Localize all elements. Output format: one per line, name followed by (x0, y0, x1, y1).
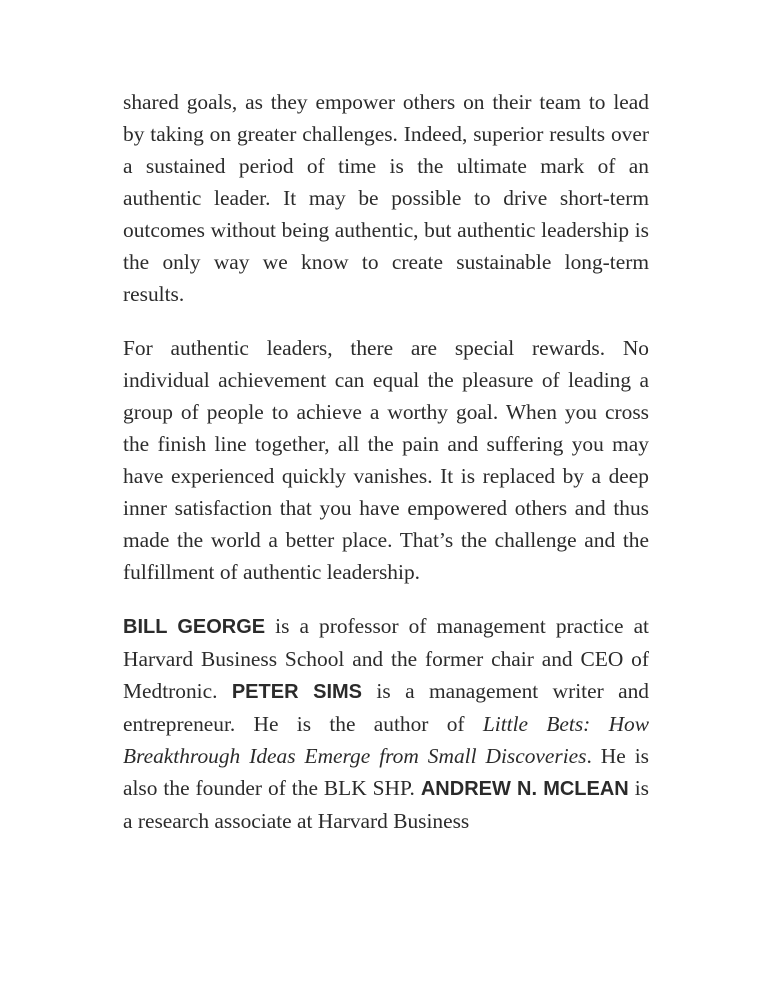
bio-text-4: is a research associate at Harvard Business (123, 776, 650, 833)
bio-text-1: is a professor of management practice at Harvard Business School and the former chair and CEO of Medtronic. (123, 614, 650, 703)
paragraph-special-rewards: For authentic leaders, there are special rewards. No individual achievement can equal the pleasure of leading a group of people to achieve a worthy goal. When you cross the finish line together, all the pain and suffering you may have experienced quickly vanishes. It is replaced by a deep inner satisfaction that you have empowered others and thus made the world a better place. That’s the challenge and the fulfillment of authentic leadership. (123, 336, 649, 584)
paragraph-shared-goals: shared goals, as they empower others on their team to lead by taking on greater challenges. Indeed, superior results over a sustained period of time is the ultimate mark of an authentic leader. It may be possible to drive short-term outcomes without being authentic, but authentic leadership is the only way we know to create sustainable long-term results. (123, 90, 649, 306)
book-title: Little Bets: How Breakthrough Ideas Emerge from Small Discoveries (123, 712, 649, 768)
bio-text-2: is a management writer and entrepreneur. He is the author of (123, 679, 649, 736)
author-name-bill-george: BILL GEORGE (123, 616, 266, 638)
author-name-peter-sims: PETER SIMS (231, 681, 363, 703)
author-name-andrew-mclean: ANDREW N. MCLEAN (420, 778, 629, 800)
author-bio (123, 610, 649, 837)
bio-text-3: . He is also the founder of the BLK SHP. (123, 744, 649, 800)
document-page (123, 86, 649, 859)
